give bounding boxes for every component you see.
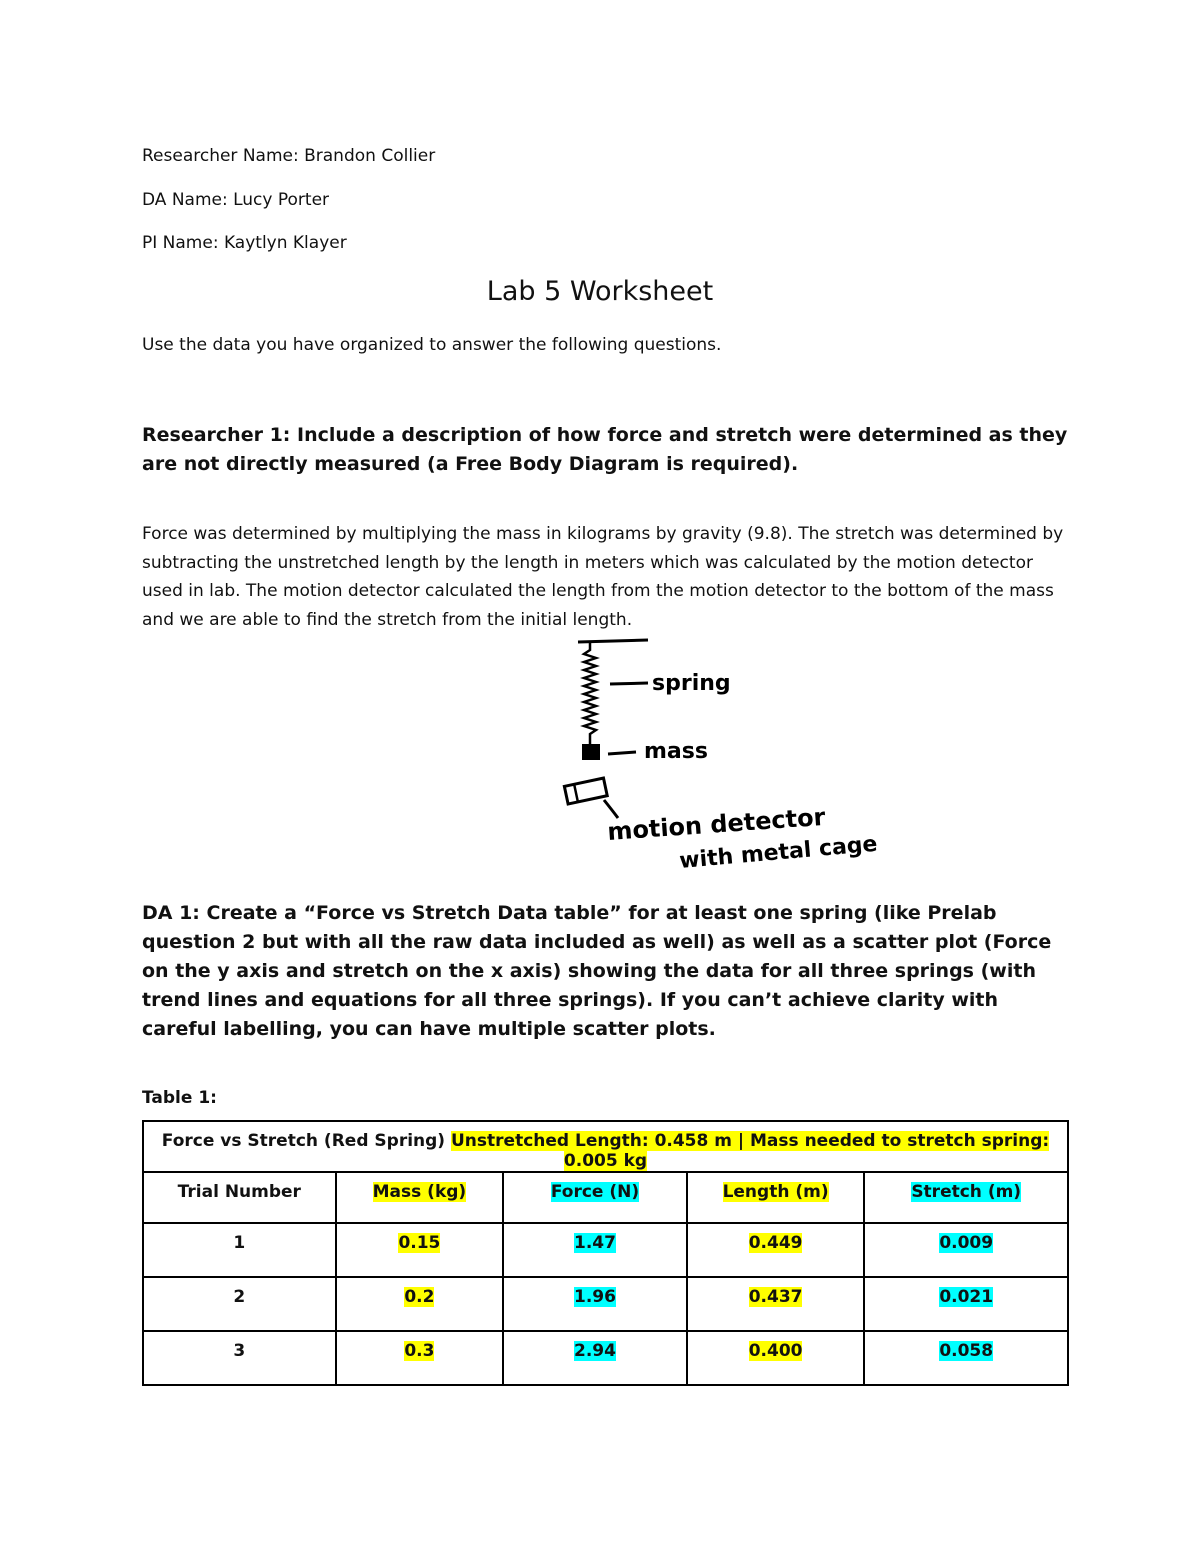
- caption-plain: Force vs Stretch (Red Spring): [161, 1131, 451, 1151]
- ceiling-line: [578, 640, 648, 642]
- intro-text: Use the data you have organized to answer the following questions.: [142, 335, 722, 355]
- header-cell: Length (m): [687, 1172, 865, 1223]
- table-header-row: [143, 1172, 1068, 1223]
- researcher-name: Researcher Name: Brandon Collier: [142, 146, 436, 166]
- da-name: DA Name: Lucy Porter: [142, 190, 330, 210]
- caption-highlight: Unstretched Length: 0.458 m | Mass needed to stretch spring: 0.005 kg: [451, 1131, 1050, 1171]
- detector-pointer: [604, 800, 618, 818]
- trial-cell: 3: [143, 1331, 336, 1385]
- force-cell: 1.47: [503, 1223, 687, 1277]
- header-cell: Stretch (m): [864, 1172, 1068, 1223]
- table-caption-row: [143, 1121, 1068, 1172]
- spring-pointer: [610, 683, 648, 684]
- mass-cell: 0.15: [336, 1223, 504, 1277]
- pi-name: PI Name: Kaytlyn Klayer: [142, 233, 347, 253]
- header-cell: Trial Number: [143, 1172, 336, 1223]
- free-body-diagram: [548, 632, 918, 882]
- table-row: [143, 1223, 1068, 1277]
- page-title: Lab 5 Worksheet: [486, 276, 714, 307]
- trial-cell: 2: [143, 1277, 336, 1331]
- mass-pointer: [608, 752, 636, 754]
- question-researcher-1: Researcher 1: Include a description of how force and stretch were determined as they are not directly measured (a Free Body Diagram is required).: [142, 424, 1068, 475]
- table-caption: [143, 1121, 1068, 1172]
- spring-coil: [584, 642, 596, 744]
- mass-cell: 0.2: [336, 1277, 504, 1331]
- table-row: [143, 1277, 1068, 1331]
- mass-label: mass: [644, 739, 708, 764]
- stretch-cell: 0.021: [864, 1277, 1068, 1331]
- force-cell: 1.96: [503, 1277, 687, 1331]
- length-cell: 0.437: [687, 1277, 865, 1331]
- detector-label-1: motion detector: [606, 802, 827, 846]
- length-cell: 0.449: [687, 1223, 865, 1277]
- header-cell: Force (N): [503, 1172, 687, 1223]
- table-label: Table 1:: [142, 1088, 217, 1108]
- stretch-cell: 0.058: [864, 1331, 1068, 1385]
- force-cell: 2.94: [503, 1331, 687, 1385]
- answer-researcher-1: Force was determined by multiplying the mass in kilograms by gravity (9.8). The stretch was determined by subtracting the unstretched length by the length in meters which was calculated by the motion detector used in lab. The motion detector calculated the length from the motion detector to the bottom of the mass and we are able to find the stretch from the initial length.: [142, 524, 1064, 630]
- stretch-cell: 0.009: [864, 1223, 1068, 1277]
- table-row: [143, 1331, 1068, 1385]
- mass-cell: 0.3: [336, 1331, 504, 1385]
- length-cell: 0.400: [687, 1331, 865, 1385]
- detector-label-2: with metal cage: [678, 831, 879, 874]
- motion-detector-box: [564, 778, 607, 804]
- mass-block: [582, 744, 600, 760]
- spring-label: spring: [652, 671, 731, 696]
- header-cell: Mass (kg): [336, 1172, 504, 1223]
- trial-cell: 1: [143, 1223, 336, 1277]
- question-da-1: DA 1: Create a “Force vs Stretch Data table” for at least one spring (like Prelab question 2 but with all the raw data included as well) as well as a scatter plot (Force on the y axis and stretch on the x axis) showing the data for all three springs (with trend lines and equations for all three springs). If you can’t achieve clarity with careful labelling, you can have multiple scatter plots.: [142, 902, 1052, 1040]
- force-stretch-table: [142, 1120, 1069, 1386]
